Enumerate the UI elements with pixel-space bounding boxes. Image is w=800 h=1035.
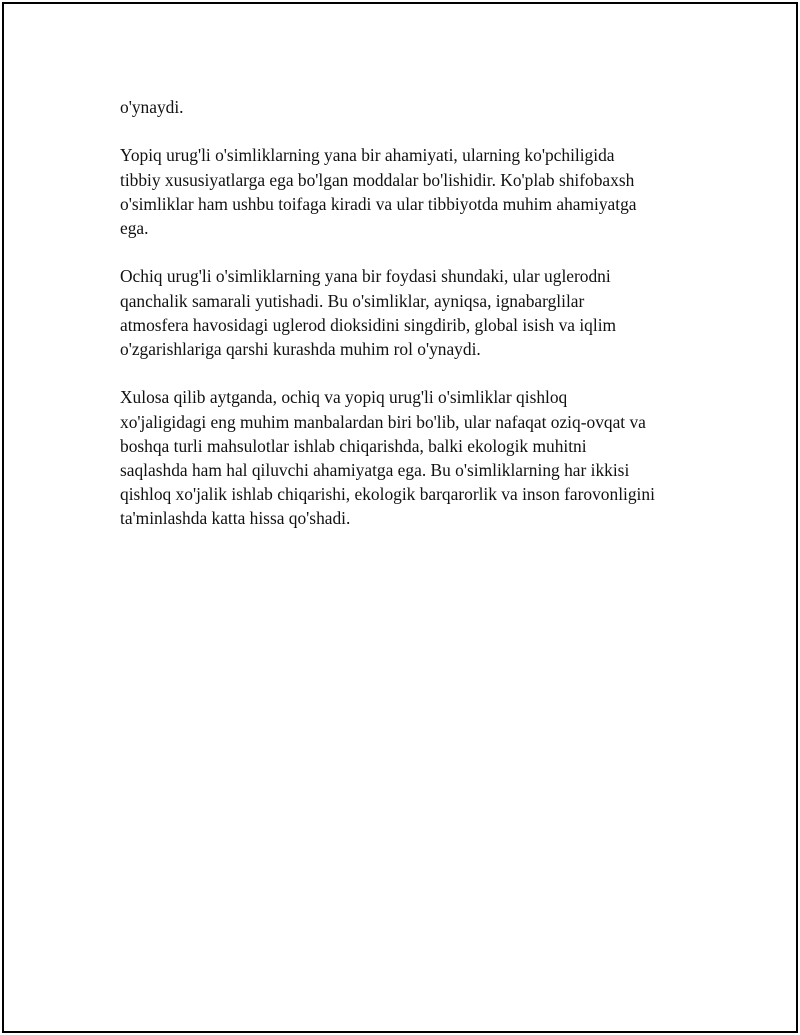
text-line: Xulosa qilib aytganda, ochiq va yopiq urug'li o'simliklar qishloq: [120, 387, 568, 408]
paragraph-2: [120, 143, 710, 240]
text-line: qanchalik samarali yutishadi. Bu o'simliklar, ayniqsa, ignabarglilar: [120, 290, 585, 311]
document-body: [120, 95, 710, 555]
document-page: [2, 2, 798, 1033]
text-line: o'ynaydi.: [120, 97, 184, 117]
paragraph-3: [120, 264, 710, 361]
paragraph-4: [120, 385, 710, 530]
text-line: xo'jaligidagi eng muhim manbalardan biri bo'lib, ular nafaqat oziq-ovqat va: [120, 411, 646, 432]
text-line: Yopiq urug'li o'simliklarning yana bir ahamiyati, ularning ko'pchiligida: [120, 145, 615, 166]
text-line: tibbiy xususiyatlarga ega bo'lgan moddalar bo'lishidir. Ko'plab shifobaxsh: [120, 169, 635, 190]
text-line: o'simliklar ham ushbu toifaga kiradi va ular tibbiyotda muhim ahamiyatga: [120, 193, 637, 214]
text-line: ega.: [120, 218, 149, 238]
text-line: atmosfera havosidagi uglerod dioksidini singdirib, global isish va iqlim: [120, 314, 617, 335]
text-line: qishloq xo'jalik ishlab chiqarishi, ekologik barqarorlik va inson farovonligini: [120, 484, 655, 505]
text-line: o'zgarishlariga qarshi kurashda muhim rol o'ynaydi.: [120, 339, 481, 359]
text-line: Ochiq urug'li o'simliklarning yana bir foydasi shundaki, ular uglerodni: [120, 266, 611, 287]
text-line: ta'minlashda katta hissa qo'shadi.: [120, 508, 351, 529]
paragraph-1: [120, 95, 710, 119]
text-line: boshqa turli mahsulotlar ishlab chiqarishda, balki ekologik muhitni: [120, 435, 587, 456]
text-line: saqlashda ham hal qiluvchi ahamiyatga ega. Bu o'simliklarning har ikkisi: [120, 460, 630, 480]
